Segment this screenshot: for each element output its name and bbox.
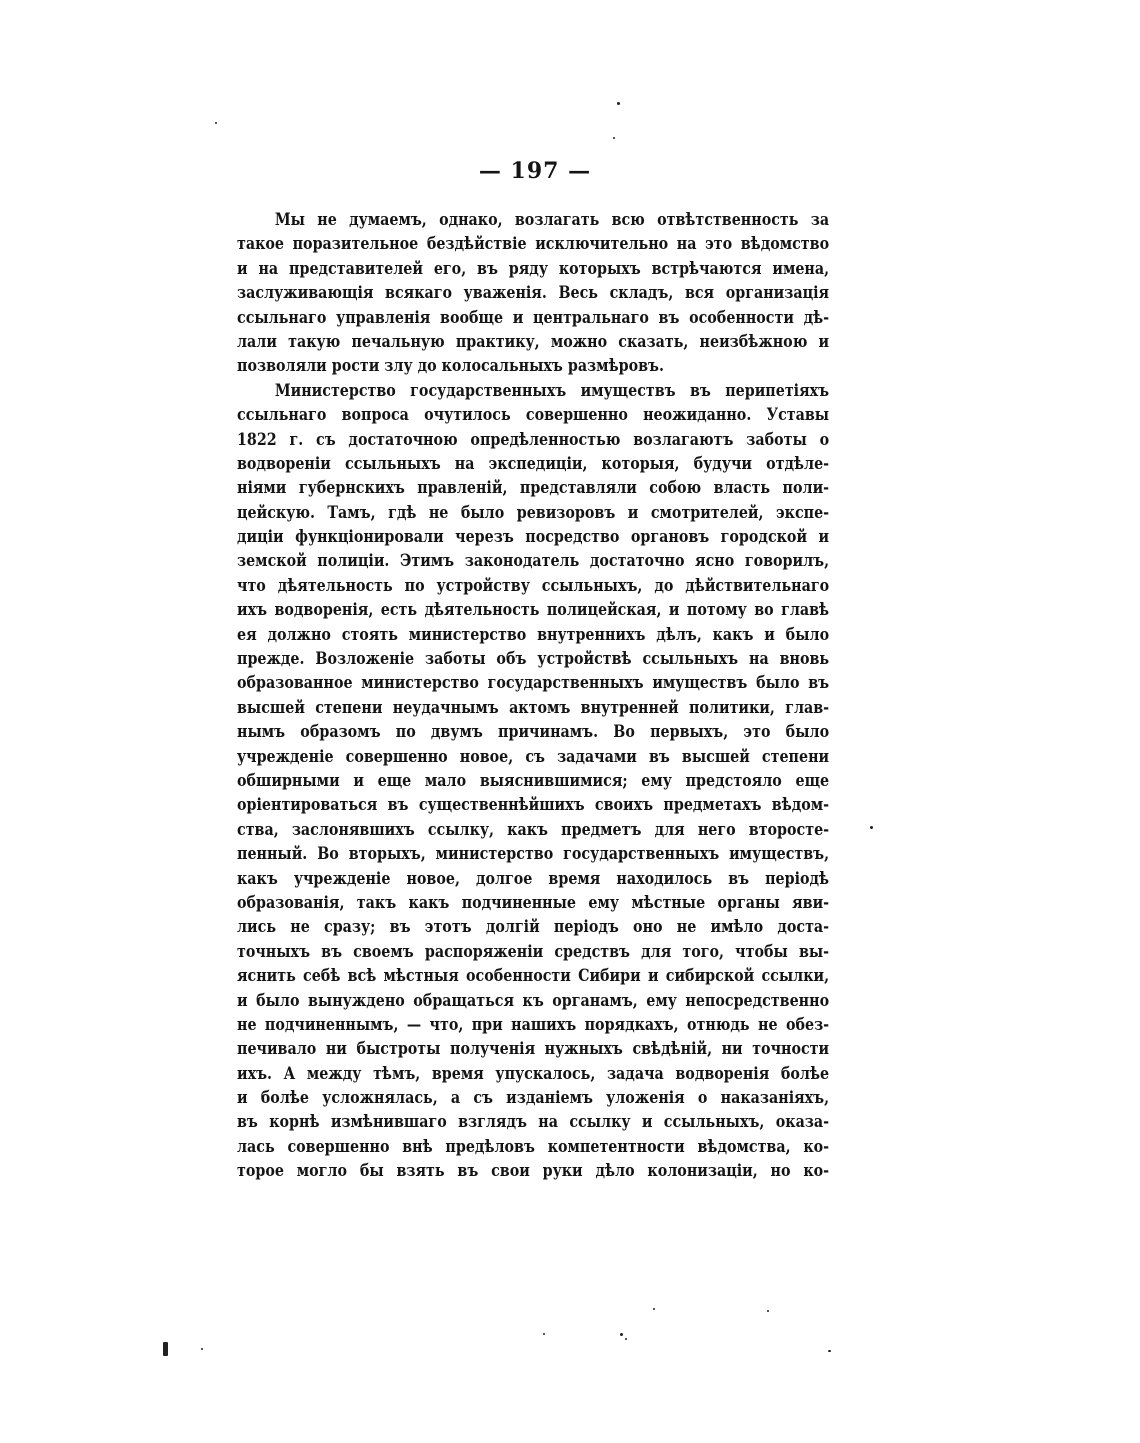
scan-speck bbox=[625, 1338, 627, 1340]
scan-speck bbox=[870, 826, 873, 829]
text-line: въ корнѣ измѣнившаго взглядъ на ссылку и ссыльныхъ, оказа- bbox=[237, 1111, 830, 1132]
text-line: позволяли рости злу до колосальныхъ размѣровъ. bbox=[237, 355, 664, 376]
text-line: лась совершенно внѣ предѣловъ компетентности вѣдомства, ко- bbox=[237, 1135, 830, 1156]
scan-speck bbox=[201, 1348, 203, 1350]
text-line: учрежденіе совершенно новое, съ задачами въ высшей степени bbox=[237, 745, 830, 766]
text-line: ихъ водворенія, есть дѣятельность полицейская, и потому во главѣ bbox=[237, 599, 830, 620]
text-line: лись не сразу; въ этотъ долгій періодъ оно не имѣло доста- bbox=[237, 916, 830, 937]
scan-speck bbox=[620, 1333, 623, 1336]
text-line: 1822 г. съ достаточною опредѣленностью возлагаютъ заботы о bbox=[237, 428, 830, 449]
text-line: ніями губернскихъ правленій, представляли собою власть поли- bbox=[237, 477, 830, 498]
text-line: Мы не думаемъ, однако, возлагать всю отвѣтственность за bbox=[274, 209, 830, 229]
scan-speck bbox=[653, 1308, 655, 1310]
paragraph-1 bbox=[237, 207, 829, 378]
text-line: образованное министерство государственныхъ имуществъ было въ bbox=[237, 672, 830, 693]
text-line: печивало ни быстроты полученія нужныхъ свѣдѣній, ни точности bbox=[237, 1038, 830, 1059]
text-line: ссыльнаго управленія вообще и центральнаго въ особенности дѣ- bbox=[237, 306, 830, 327]
text-line: и на представителей его, въ ряду которыхъ встрѣчаются имена, bbox=[237, 257, 830, 278]
text-line: заслуживающія всякаго уваженія. Весь складъ, вся организація bbox=[237, 282, 830, 303]
text-line: диціи функціонировали черезъ посредство органовъ городской и bbox=[237, 526, 830, 547]
text-line: Министерство государственныхъ имуществъ въ перипетіяхъ bbox=[274, 379, 830, 400]
scan-speck bbox=[828, 1350, 831, 1352]
text-line: торое могло бы взять въ свои руки дѣло колонизаціи, но ко- bbox=[237, 1160, 830, 1181]
text-line: ея должно стоять министерство внутреннихъ дѣлъ, какъ и было bbox=[237, 623, 830, 644]
text-line: земской полиціи. Этимъ законодатель достаточно ясно говорилъ, bbox=[237, 550, 830, 571]
scan-speck bbox=[163, 1342, 168, 1356]
text-line: пенный. Во вторыхъ, министерство государственныхъ имуществъ, bbox=[237, 843, 830, 864]
text-line: ссыльнаго вопроса очутилось совершенно неожиданно. Уставы bbox=[237, 404, 830, 425]
paragraph-2 bbox=[237, 378, 829, 1183]
text-line: оріентироваться въ существеннѣйшихъ своихъ предметахъ вѣдом- bbox=[237, 794, 830, 815]
scan-speck bbox=[617, 102, 620, 105]
text-line: и болѣе усложнялась, а съ изданіемъ уложенія о наказаніяхъ, bbox=[237, 1087, 830, 1108]
body-text bbox=[237, 207, 829, 1183]
text-line: что дѣятельность по устройству ссыльныхъ, до дѣйствительнаго bbox=[237, 574, 830, 595]
text-line: ства, заслонявшихъ ссылку, какъ предметъ для него второсте- bbox=[237, 818, 830, 839]
text-line: яснить себѣ всѣ мѣстныя особенности Сибири и сибирской ссылки, bbox=[237, 965, 830, 986]
page-number: — 197 — bbox=[478, 158, 592, 184]
text-line: ихъ. А между тѣмъ, время упускалось, задача водворенія болѣе bbox=[237, 1062, 830, 1083]
text-line: высшей степени неудачнымъ актомъ внутренней политики, глав- bbox=[237, 696, 830, 717]
text-line: и было вынуждено обращаться къ органамъ, ему непосредственно bbox=[237, 989, 830, 1010]
text-line: не подчиненнымъ, — что, при нашихъ порядкахъ, отнюдь не обез- bbox=[237, 1013, 830, 1034]
scan-speck bbox=[543, 1333, 545, 1335]
text-line: какъ учрежденіе новое, долгое время находилось въ періодѣ bbox=[237, 867, 830, 888]
text-line: такое поразительное бездѣйствіе исключительно на это вѣдомство bbox=[237, 233, 830, 254]
text-line: прежде. Возложеніе заботы объ устройствѣ ссыльныхъ на вновь bbox=[237, 648, 830, 669]
text-line: точныхъ въ своемъ распоряженіи средствъ для того, чтобы вы- bbox=[237, 940, 830, 961]
text-line: нымъ образомъ по двумъ причинамъ. Во первыхъ, это было bbox=[237, 721, 830, 742]
scan-speck bbox=[613, 137, 615, 139]
text-line: обширными и еще мало выяснившимися; ему предстояло еще bbox=[237, 769, 830, 790]
text-line: лали такую печальную практику, можно сказать, неизбѣжною и bbox=[237, 330, 830, 351]
scan-speck bbox=[767, 1310, 769, 1312]
scan-speck bbox=[215, 122, 217, 124]
text-line: водвореніи ссыльныхъ на экспедиціи, которыя, будучи отдѣле- bbox=[237, 452, 830, 473]
text-line: образованія, такъ какъ подчиненные ему мѣстные органы яви- bbox=[237, 891, 830, 912]
text-line: цейскую. Тамъ, гдѣ не было ревизоровъ и смотрителей, экспе- bbox=[237, 501, 830, 522]
